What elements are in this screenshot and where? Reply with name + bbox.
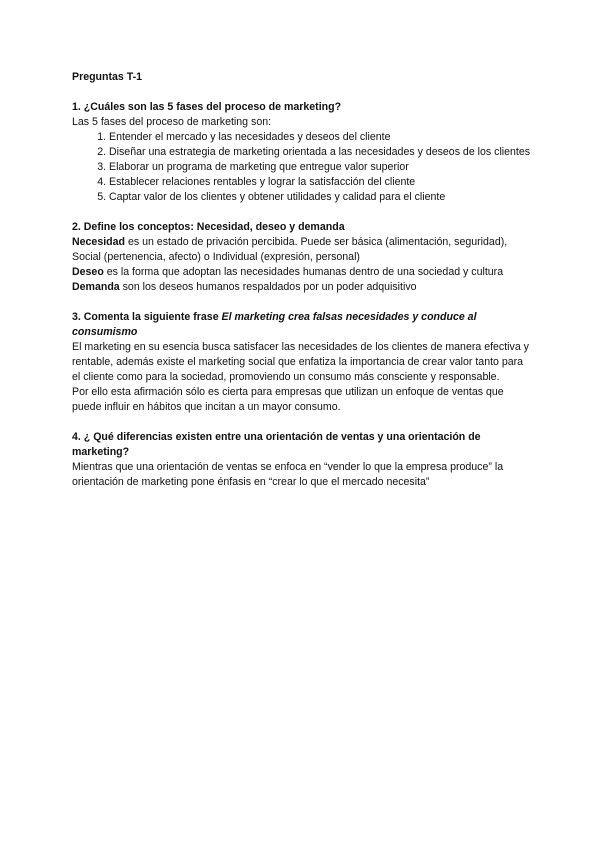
question-2-heading: 2. Define los conceptos: Necesidad, deseo y demanda (72, 221, 345, 233)
question-1-intro: Las 5 fases del proceso de marketing son: (72, 116, 272, 128)
list-item: 1. Entender el mercado y las necesidades y deseos del cliente (109, 130, 532, 145)
text-demanda: son los deseos humanos respaldados por un poder adquisitivo (119, 281, 417, 293)
term-deseo: Deseo (72, 266, 104, 278)
list-item: 3. Elaborar un programa de marketing que entregue valor superior (109, 160, 532, 175)
question-4-heading: 4. ¿ Qué diferencias existen entre una orientación de ventas y una orientación de marketing? (72, 431, 481, 458)
question-2 (72, 220, 532, 295)
question-4 (72, 430, 532, 490)
question-3 (72, 310, 532, 415)
phases-list (72, 130, 532, 205)
text-deseo: es la forma que adoptan las necesidades humanas dentro de una sociedad y cultura (103, 266, 504, 278)
text-necesidad: es un estado de privación percibida. Puede ser básica (alimentación, seguridad), Social (pertenencia, afecto) o Individual (expresión, personal) (72, 236, 508, 263)
list-item: 2. Diseñar una estrategia de marketing orientada a las necesidades y deseos de los clientes (109, 145, 532, 160)
question-4-answer: Mientras que una orientación de ventas se enfoca en “vender lo que la empresa produce” la orientación de marketing pone énfasis en “crear lo que el mercado necesita” (72, 461, 504, 488)
question-3-paragraph-2: Por ello esta afirmación sólo es cierta para empresas que utilizan un enfoque de ventas que puede influir en hábitos que incitan a un mayor consumo. (72, 386, 504, 413)
document-page (72, 70, 532, 505)
definition-deseo (72, 265, 532, 280)
definition-necesidad (72, 235, 532, 265)
question-3-heading-prefix: 3. Comenta la siguiente frase (72, 311, 222, 323)
term-demanda: Demanda (72, 281, 120, 293)
definition-demanda (72, 280, 532, 295)
question-3-heading (72, 310, 532, 340)
document-title: Preguntas T-1 (72, 71, 143, 83)
question-1-heading: 1. ¿Cuáles son las 5 fases del proceso de marketing? (72, 101, 342, 113)
list-item: 5. Captar valor de los clientes y obtener utilidades y calidad para el cliente (109, 190, 532, 205)
question-1 (72, 100, 532, 205)
question-3-quote: El marketing crea falsas necesidades y conduce al consumismo (72, 311, 477, 338)
term-necesidad: Necesidad (72, 236, 125, 248)
list-item: 4. Establecer relaciones rentables y lograr la satisfacción del cliente (109, 175, 532, 190)
question-3-paragraph-1: El marketing en su esencia busca satisfacer las necesidades de los clientes de manera efectiva y rentable, además existe el marketing social que enfatiza la importancia de crear valor tanto para el cliente como para la sociedad, promoviendo un consumo más consciente y responsable. (72, 341, 529, 383)
